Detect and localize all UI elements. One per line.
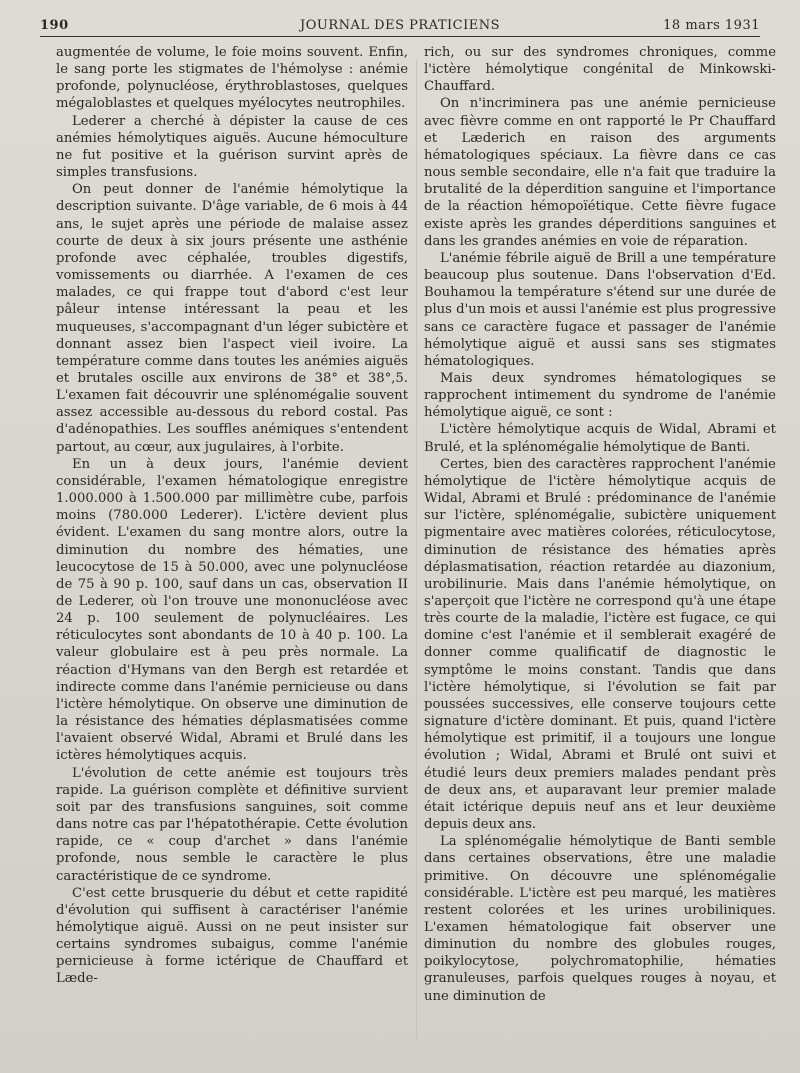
paragraph: On n'incriminera pas une anémie pernicieuse avec fièvre comme en ont rapporté le Pr Chauffard et Læderich en raison des arguments hématologiques spéciaux. La fièvre dans ce cas nous semble secondaire, elle n'a fait que traduire la brutalité de la déperdition sanguine et l'importance de la réaction hémopoïétique. Cette fièvre fugace existe après les grandes déperditions sanguines et dans les grandes anémies en voie de réparation. xyxy=(424,96,776,249)
paragraph: C'est cette brusquerie du début et cette rapidité d'évolution qui suffisent à caractériser l'anémie hémolytique aiguë. Aussi on ne peut insister sur certains syndromes subaigus, comme l'anémie pernicieuse à forme ictérique de Chauffard et Læde- xyxy=(56,885,408,987)
paragraph: On peut donner de l'anémie hémolytique la description suivante. D'âge variable, de 6 mois à 44 ans, le sujet après une période de malaise assez courte de deux à six jours présente une asthénie profonde avec céphalée, troubles digestifs, vomissements ou diarrhée. A l'examen de ces malades, ce qui frappe tout d'abord c'est leur pâleur intense intéressant la peau et les muqueuses, s'accompagnant d'un léger subictère et donnant assez bien l'aspect vieil ivoire. La température comme dans toutes les anémies aiguës et brutales oscille aux environs de 38° et 38°,5. L'examen fait découvrir une splénomégalie souvent assez accessible au-dessous du rebord costal. Pas d'adénopathies. Les souffles anémiques s'entendent partout, au cœur, aux jugulaires, à l'orbite. xyxy=(56,182,408,455)
column-divider xyxy=(416,60,417,1040)
paragraph: L'évolution de cette anémie est toujours très rapide. La guérison complète et définitive survient soit par des transfusions sanguines, soit comme dans notre cas par l'hépatothérapie. Cette évolution rapide, ce « coup d'archet » dans l'anémie profonde, nous semble le caractère le plus caractéristique de ce syndrome. xyxy=(56,765,408,884)
paragraph: En un à deux jours, l'anémie devient considérable, l'examen hématologique enregistre 1.000.000 à 1.500.000 par millimètre cube, parfois moins (780.000 Lederer). L'ictère devient plus évident. L'examen du sang montre alors, outre la diminution du nombre des hématies, une leucocytose de 15 à 50.000, avec une polynucléose de 75 à 90 p. 100, sauf dans un cas, observation II de Lederer, où l'on trouve une mononucléose avec 24 p. 100 seulement de polynucléaires. Les réticulocytes sont abondants de 10 à 40 p. 100. La valeur globulaire est à peu près normale. La réaction d'Hymans van den Bergh est retardée et indirecte comme dans l'anémie pernicieuse ou dans l'ictère hémolytique. On observe une diminution de la résistance des hématies déplasmatisées comme l'avaient observé Widal, Abrami et Brulé dans les ictères hémolytiques acquis. xyxy=(56,456,408,764)
paragraph: L'anémie fébrile aiguë de Brill a une température beaucoup plus soutenue. Dans l'observation d'Ed. Bouhamou la température s'étend sur une durée de plus d'un mois et aussi l'anémie est plus progressive sans ce caractère fugace et passager de l'anémie hémolytique aiguë et aussi sans ses stigmates hématologiques. xyxy=(424,250,776,369)
paragraph: La splénomégalie hémolytique de Banti semble dans certaines observations, être une maladie primitive. On découvre une splénomégalie considérable. L'ictère est peu marqué, les matières restent colorées et les urines urobiliniques. L'examen hématologique fait observer une diminution du nombre des globules rouges, poikylocytose, polychromatophilie, hématies granuleuses, parfois quelques rouges à noyau, et une diminution de xyxy=(424,834,776,1004)
right-column xyxy=(424,44,776,1054)
left-column xyxy=(56,44,408,1054)
paragraph: Mais deux syndromes hématologiques se rapprochent intimement du syndrome de l'anémie hémolytique aiguë, ce sont : xyxy=(424,370,776,421)
header-rule xyxy=(40,36,760,37)
paragraph: Certes, bien des caractères rapprochent l'anémie hémolytique de l'ictère hémolytique acquis de Widal, Abrami et Brulé : prédominance de l'anémie sur l'ictère, splénomégalie, subictère uniquement pigmentaire avec matières colorées, réticulocytose, diminution de résistance des hématies après déplasmatisation, réaction retardée au diazonium, urobilinurie. Mais dans l'anémie hémolytique, on s'aperçoit que l'ictère ne correspond qu'à une étape très courte de la maladie, l'ictère est fugace, ce qui domine c'est l'anémie et il semblerait exagéré de donner comme qualificatif de diagnostic le symptôme le moins constant. Tandis que dans l'ictère hémolytique, si l'évolution se fait par poussées successives, elle conserve toujours cette signature d'ictère dominant. Et puis, quand l'ictère hémolytique est primitif, il a toujours une longue évolution ; Widal, Abrami et Brulé ont suivi et étudié leurs deux premiers malades pendant près de deux ans, et auparavant leur premier malade était ictérique depuis neuf ans et leur deuxième depuis deux ans. xyxy=(424,456,776,833)
paragraph: rich, ou sur des syndromes chroniques, comme l'ictère hémolytique congénital de Minkowski-Chauffard. xyxy=(424,45,776,95)
paragraph: Lederer a cherché à dépister la cause de ces anémies hémolytiques aiguës. Aucune hémoculture ne fut positive et la guérison survint après de simples transfusions. xyxy=(56,113,408,181)
issue-date: 18 mars 1931 xyxy=(663,18,760,33)
journal-title: JOURNAL DES PRATICIENS xyxy=(300,18,500,33)
paragraph: augmentée de volume, le foie moins souvent. Enfin, le sang porte les stigmates de l'hémolyse : anémie profonde, polynucléose, érythroblastoses, quelques mégaloblastes et quelques myélocytes neutrophiles. xyxy=(56,45,408,112)
paragraph: L'ictère hémolytique acquis de Widal, Abrami et Brulé, et la splénomégalie hémolytique de Banti. xyxy=(424,422,776,455)
page-number: 190 xyxy=(40,18,69,33)
